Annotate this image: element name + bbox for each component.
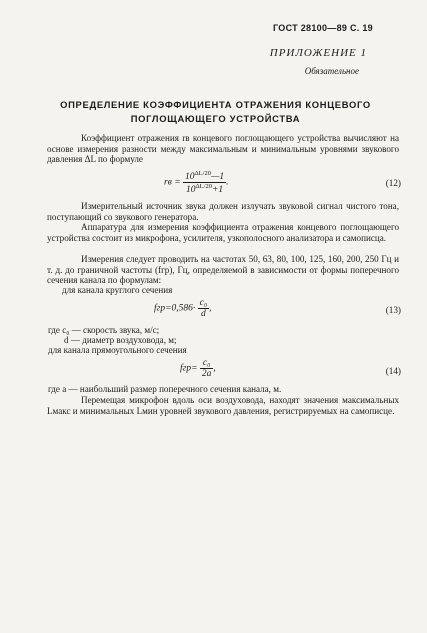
equation-number-13: (13) [385, 305, 401, 315]
appendix-status: Обязательное [304, 66, 359, 76]
formula-12 [164, 170, 229, 195]
formula-14-fraction [200, 358, 214, 379]
formula-12-denominator [183, 183, 226, 195]
paragraph-equipment: Аппаратура для измерения коэффициента отражения концевого поглощающего устройства состоит из микрофона, усилителя, узкополосного анализатора и самописца. [47, 222, 399, 243]
den-base: 10 [186, 185, 196, 195]
den-tail: +1 [211, 185, 224, 195]
formula-13 [154, 298, 212, 319]
formula-14-numerator: c₀ [200, 358, 214, 369]
rect-channel-label: для канала прямоугольного сечения [48, 345, 187, 355]
formula-13-numerator: c₀ [199, 298, 208, 308]
num-exponent: ΔL/20 [194, 170, 211, 177]
formula-12-lhs: rв = [164, 177, 181, 188]
paragraph-intro: Коэффициент отражения rв концевого поглощающего устройства вычисляют на основе измерения разности между максимальным и минимальным уровнями звукового давления ΔL по формуле [47, 133, 399, 165]
paragraph-microphone: Перемещая микрофон вдоль оси воздуховода, находят значения максимальных Lмакс и минимальных Lмин уровней звукового давления, регистрируемых на самописце. [47, 395, 399, 416]
page-header: ГОСТ 28100—89 С. 19 [272, 23, 373, 33]
formula-14 [180, 358, 216, 379]
section-title-line2: ПОГЛОЩАЮЩЕГО УСТРОЙСТВА [130, 113, 301, 124]
formula-12-end: . [226, 177, 229, 188]
equation-number-14: (14) [385, 366, 401, 376]
formula-14-lhs: fгр= [180, 363, 198, 374]
formula-13-end: , [209, 303, 212, 314]
formula-12-fraction [183, 170, 229, 195]
where-sound-speed: где c₀ — скорость звука, м/с; [48, 325, 160, 335]
appendix-label: ПРИЛОЖЕНИЕ 1 [269, 47, 367, 59]
where-diameter: d — диаметр воздуховода, м; [64, 335, 177, 345]
paragraph-source: Измерительный источник звука должен излучать звуковой сигнал чистого тона, поступающий со звукового генератора. [47, 201, 399, 222]
formula-13-fraction [198, 298, 210, 319]
equation-number-12: (12) [385, 178, 401, 188]
formula-13-lhs: fгр=0,586· [154, 303, 196, 314]
num-tail: —1 [210, 172, 225, 182]
where-section-size: где a — наибольший размер поперечного сечения канала, м. [48, 384, 282, 394]
formula-13-denominator: d [201, 309, 206, 319]
formula-14-end: , [213, 363, 216, 374]
den-exponent: ΔL/20 [195, 183, 212, 190]
formula-12-numerator [183, 170, 226, 183]
num-base: 10 [184, 172, 195, 182]
section-title-line1: ОПРЕДЕЛЕНИЕ КОЭФФИЦИЕНТА ОТРАЖЕНИЯ КОНЦЕВОГО [60, 99, 371, 110]
round-channel-label: для канала круглого сечения [62, 285, 173, 295]
paragraph-measurements: Измерения следует проводить на частотах 50, 63, 80, 100, 125, 160, 200, 250 Гц и т. д. до граничной частоты (fгр), Гц, определяемой в зависимости от формы поперечного сечения канала по формулам: [47, 254, 399, 286]
formula-14-denominator: 2a [201, 369, 212, 379]
